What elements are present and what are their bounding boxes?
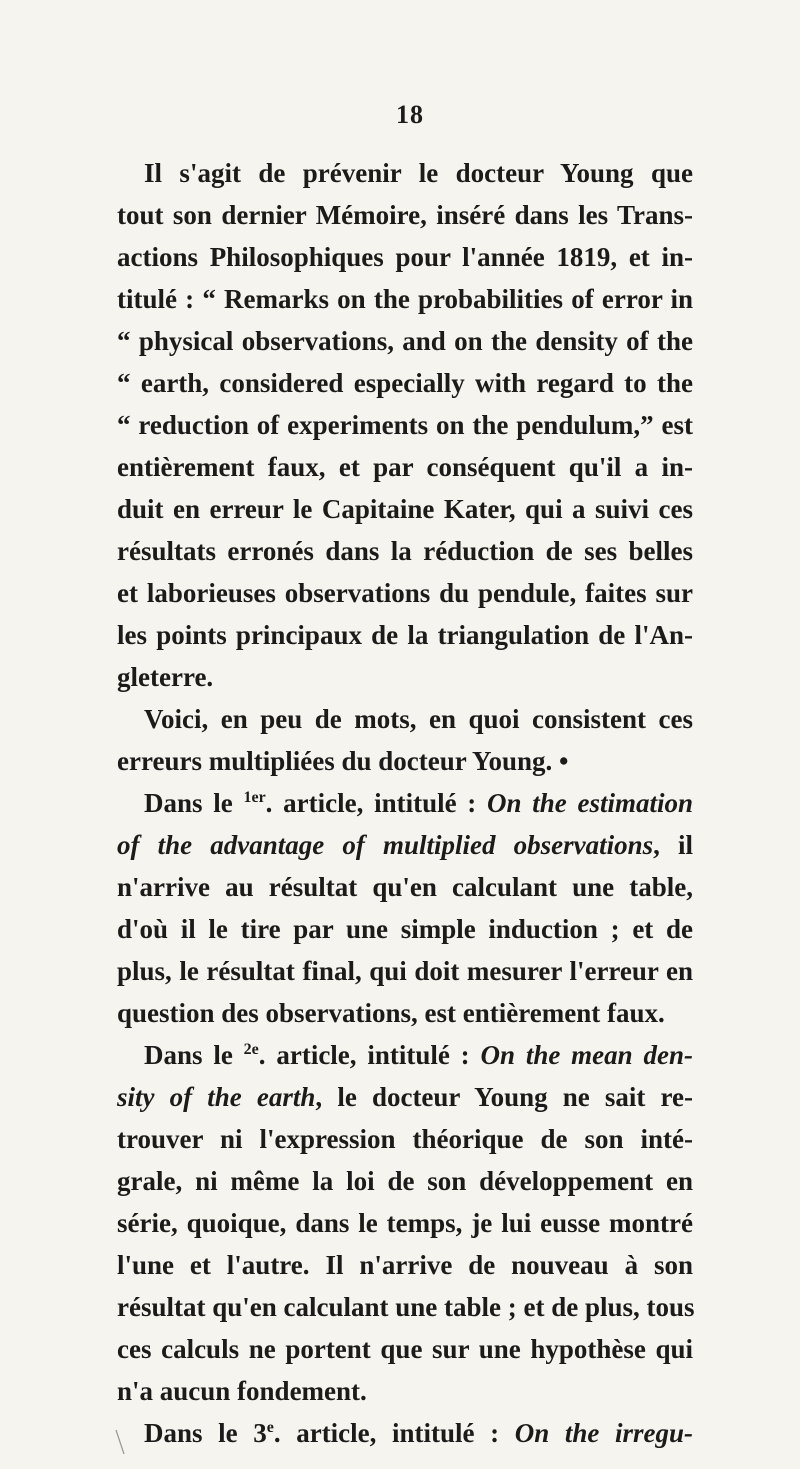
- text-segment: résultats erronés dans la réduction de ses belles: [117, 536, 693, 566]
- text-segment: On the estimation: [487, 788, 693, 818]
- text-line: [117, 1412, 693, 1454]
- text-line: [117, 614, 693, 656]
- text-line: [117, 278, 693, 320]
- text-line: [117, 992, 693, 1034]
- text-segment: . article, intitulé :: [265, 788, 488, 818]
- text-segment: , le docteur Young ne sait re-: [315, 1082, 693, 1112]
- text-line: [117, 824, 693, 866]
- text-segment: , il: [653, 830, 693, 860]
- text-line: [117, 194, 693, 236]
- text-segment: question des observations, est entièrement faux.: [117, 998, 665, 1028]
- text-segment: “ earth, considered especially with regard to the: [117, 368, 693, 398]
- text-segment: erreurs multipliées du docteur Young. •: [117, 746, 569, 776]
- text-line: [117, 572, 693, 614]
- text-segment: grale, ni même la loi de son développement en: [117, 1166, 693, 1196]
- text-line: [117, 1160, 693, 1202]
- text-line: [117, 950, 693, 992]
- text-segment: Voici, en peu de mots, en quoi consistent ces: [144, 704, 693, 734]
- text-segment: . article, intitulé :: [273, 1418, 515, 1448]
- text-line: [117, 866, 693, 908]
- text-segment: Dans le: [144, 1040, 244, 1070]
- text-line: [117, 1370, 693, 1412]
- text-line: [117, 1202, 693, 1244]
- text-segment: Dans le 3: [144, 1418, 267, 1448]
- text-segment: . article, intitulé :: [258, 1040, 481, 1070]
- text-line: [117, 1328, 693, 1370]
- text-line: [117, 404, 693, 446]
- text-segment: plus, le résultat final, qui doit mesurer l'erreur en: [117, 956, 693, 986]
- text-segment: entièrement faux, et par conséquent qu'il a in-: [117, 452, 693, 482]
- text-segment: “ reduction of experiments on the pendulum,” est: [117, 410, 693, 440]
- text-line: [117, 698, 693, 740]
- text-segment: titulé : “ Remarks on the probabilities of error in: [117, 284, 693, 314]
- text-segment: e: [266, 1419, 274, 1436]
- ink-mark: [114, 1428, 134, 1458]
- text-segment: trouver ni l'expression théorique de son inté-: [117, 1124, 693, 1154]
- text-line: [117, 1244, 693, 1286]
- text-segment: actions Philosophiques pour l'année 1819, et in-: [117, 242, 693, 272]
- text-line: [117, 1076, 693, 1118]
- text-segment: duit en erreur le Capitaine Kater, qui a suivi ces: [117, 494, 693, 524]
- text-line: [117, 1286, 693, 1328]
- text-line: [117, 782, 693, 824]
- text-segment: l'une et l'autre. Il n'arrive de nouveau à son: [117, 1250, 693, 1280]
- text-line: [117, 320, 693, 362]
- text-segment: et laborieuses observations du pendule, faites sur: [117, 578, 693, 608]
- text-segment: n'a aucun fondement.: [117, 1376, 367, 1406]
- text-segment: ces calculs ne portent que sur une hypothèse qui: [117, 1334, 693, 1364]
- text-line: [117, 1034, 693, 1076]
- text-segment: Dans le: [144, 788, 244, 818]
- text-segment: Il s'agit de prévenir le docteur Young que: [144, 158, 693, 188]
- text-segment: 1er: [243, 789, 266, 806]
- text-segment: les points principaux de la triangulation de l'An-: [117, 620, 693, 650]
- text-segment: 2e: [243, 1041, 259, 1058]
- text-segment: tout son dernier Mémoire, inséré dans les Trans-: [117, 200, 693, 230]
- text-line: [117, 446, 693, 488]
- text-line: [117, 488, 693, 530]
- text-segment: n'arrive au résultat qu'en calculant une table,: [117, 872, 693, 902]
- text-line: [117, 656, 693, 698]
- text-segment: résultat qu'en calculant une table ; et de plus, tous: [117, 1292, 695, 1322]
- text-segment: série, quoique, dans le temps, je lui eusse montré: [117, 1208, 693, 1238]
- text-line: [117, 740, 693, 782]
- text-line: [117, 152, 693, 194]
- text-segment: “ physical observations, and on the density of the: [117, 326, 693, 356]
- text-line: [117, 530, 693, 572]
- text-segment: of the advantage of multiplied observations: [117, 830, 654, 860]
- body-text: [117, 152, 693, 1454]
- text-segment: gleterre.: [117, 662, 214, 692]
- text-segment: On the mean den-: [480, 1040, 693, 1070]
- text-segment: d'où il le tire par une simple induction ; et de: [117, 914, 693, 944]
- text-line: [117, 1118, 693, 1160]
- text-line: [117, 236, 693, 278]
- text-line: [117, 908, 693, 950]
- page-number: 18: [396, 100, 424, 129]
- text-line: [117, 362, 693, 404]
- text-segment: sity of the earth: [117, 1082, 316, 1112]
- text-segment: On the irregu-: [514, 1418, 693, 1448]
